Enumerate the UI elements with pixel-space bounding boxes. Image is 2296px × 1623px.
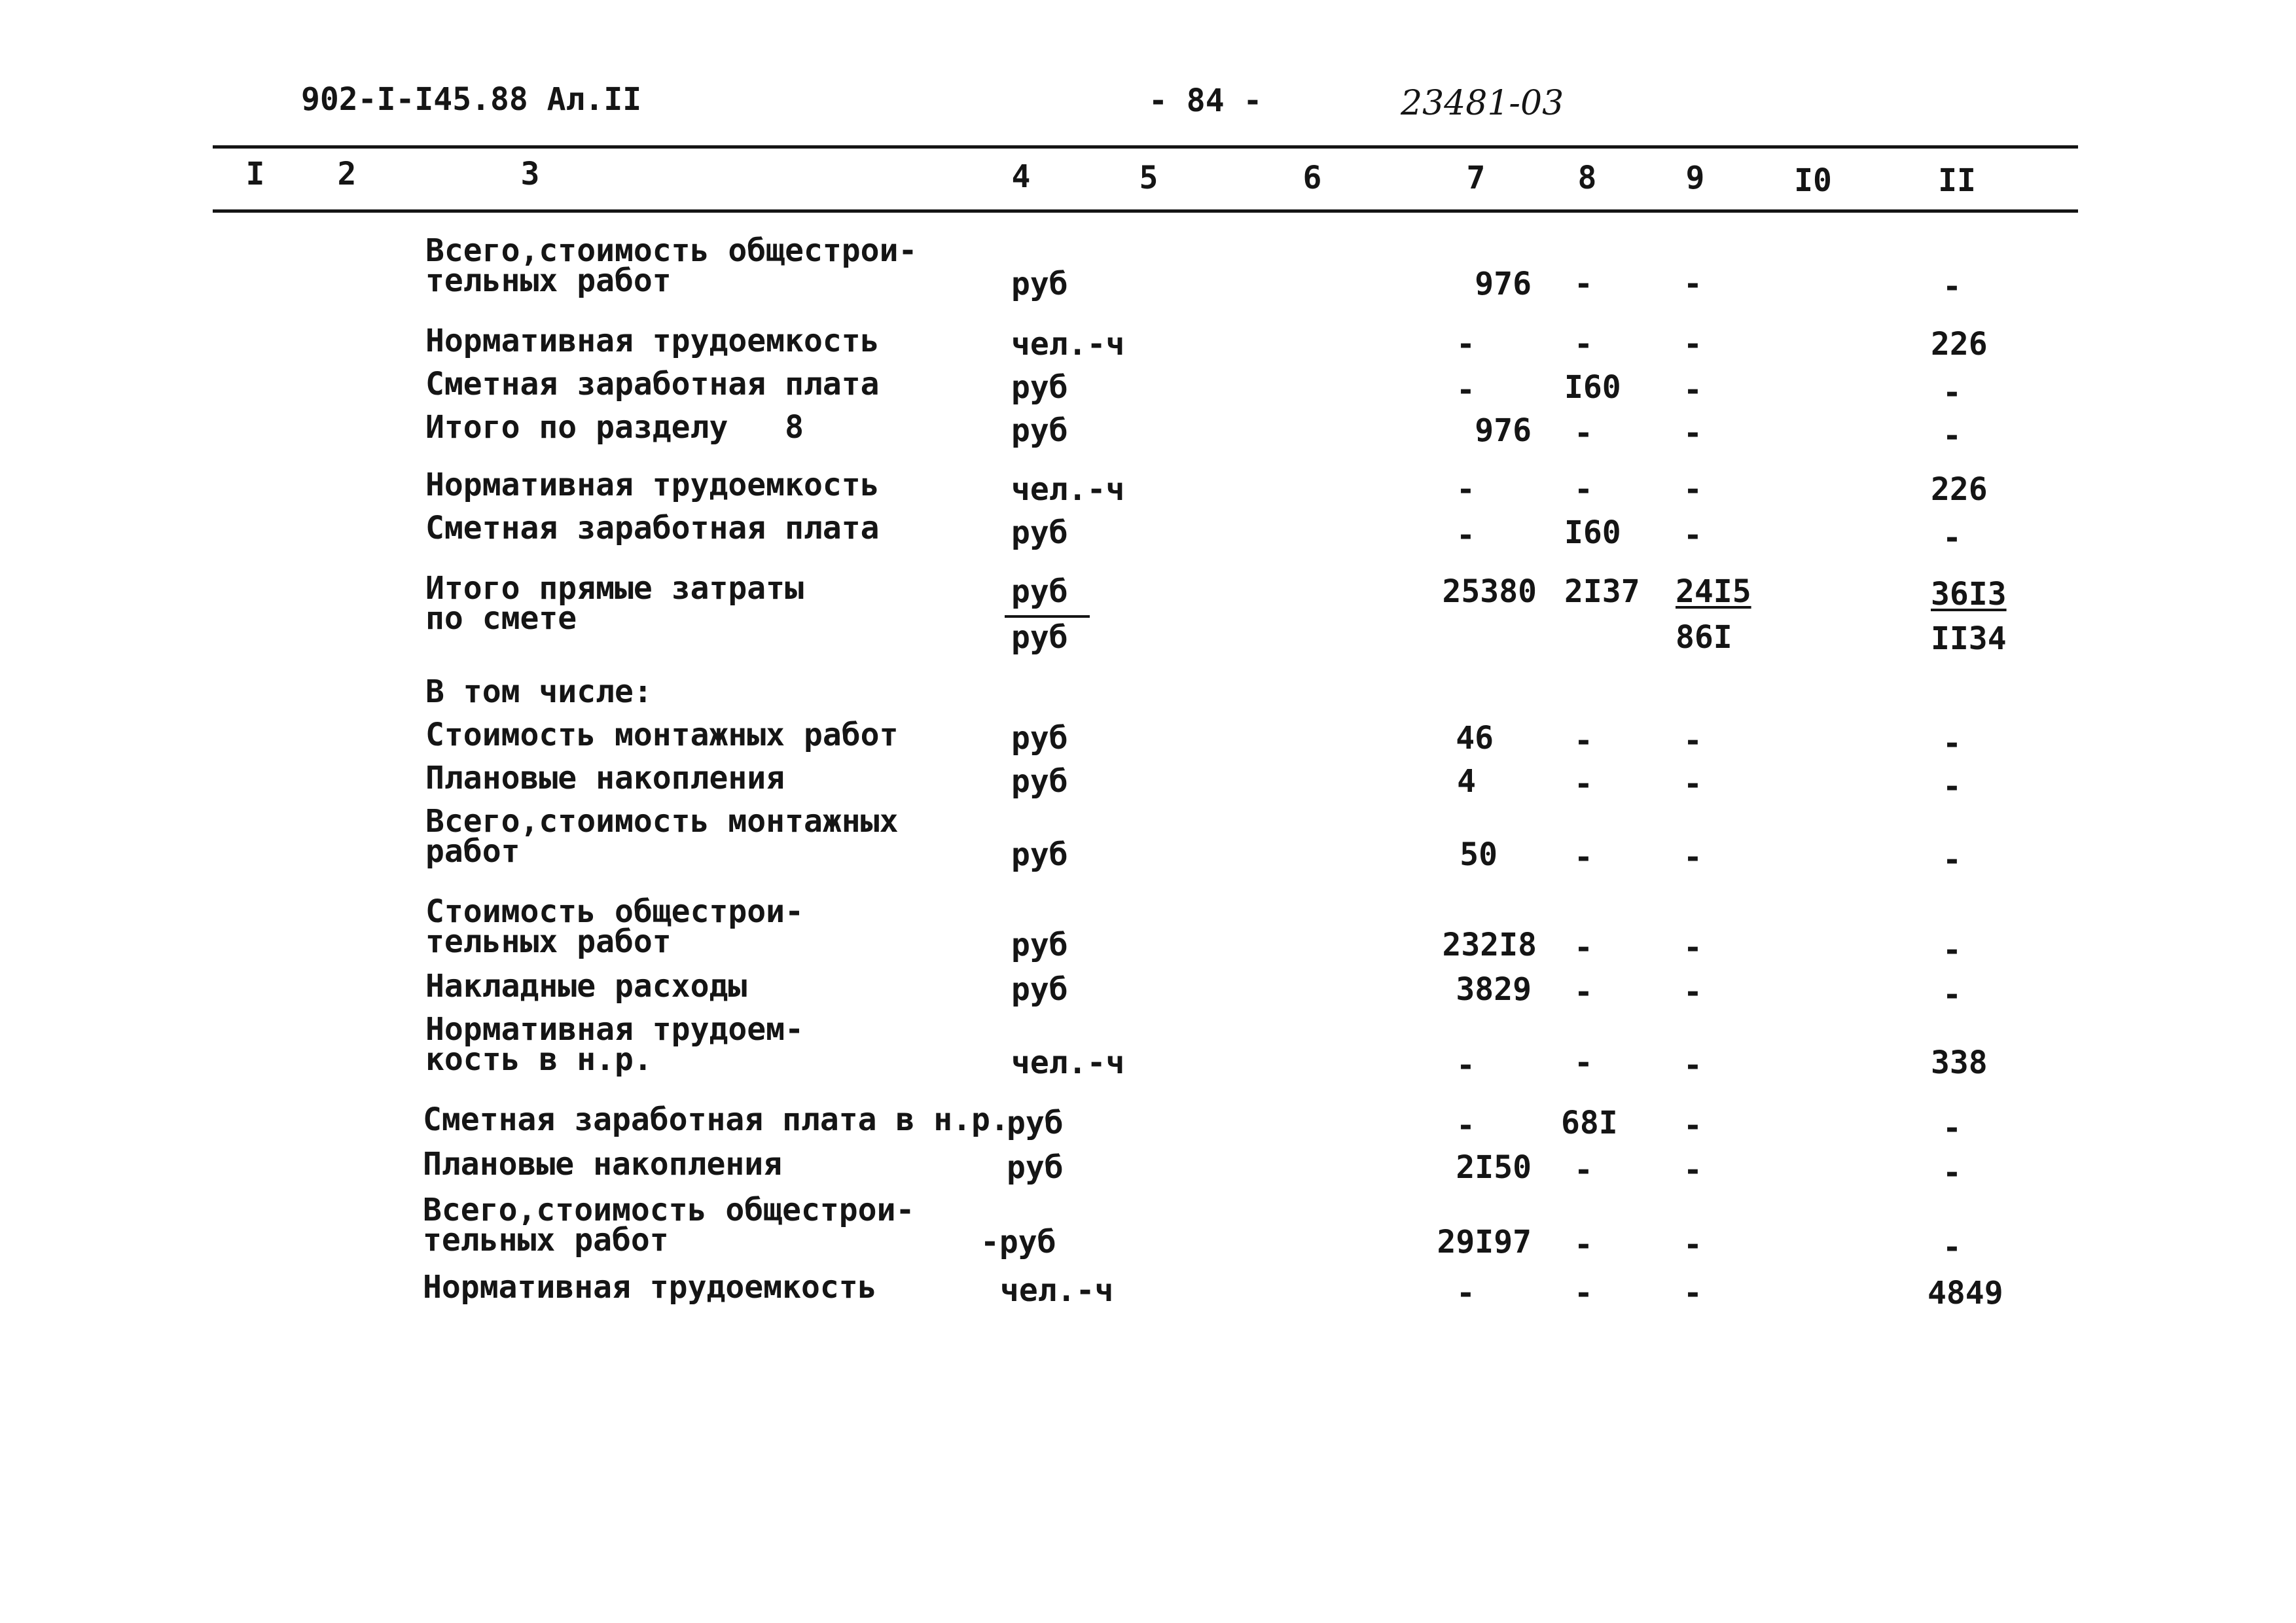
- row-unit: чел.-ч: [1011, 1044, 1125, 1081]
- row-unit: руб: [1011, 266, 1068, 302]
- cell-col8: -: [1574, 839, 1593, 876]
- unit-fraction-line: [1005, 615, 1090, 618]
- cell-col11: -: [1943, 976, 1962, 1013]
- cell-col8: -: [1574, 722, 1593, 759]
- column-header: 5: [1139, 160, 1158, 196]
- row-unit: чел.-ч: [1000, 1272, 1114, 1309]
- cell-col7: -: [1456, 1047, 1475, 1084]
- column-header: 9: [1685, 160, 1705, 196]
- column-header: 7: [1466, 160, 1486, 196]
- cell-col8: -: [1574, 929, 1593, 966]
- cell-col11: 4849: [1928, 1275, 2003, 1311]
- row-description: Всего,стоимость монтажных работ: [425, 803, 899, 870]
- cell-col8: -: [1574, 766, 1593, 802]
- cell-col9: -: [1683, 471, 1702, 508]
- cell-col11: -: [1943, 520, 1962, 556]
- cell-col11: -: [1943, 1154, 1962, 1191]
- cell-col7: 50: [1460, 836, 1498, 873]
- row-unit: руб: [1011, 836, 1068, 873]
- row-unit: руб: [1011, 763, 1068, 800]
- row-unit: -руб: [980, 1224, 1056, 1260]
- row-unit: чел.-ч: [1011, 471, 1125, 508]
- cell-col11: -: [1943, 768, 1962, 805]
- row-unit: руб: [1011, 971, 1068, 1008]
- row-description: Нормативная трудоемкость: [425, 323, 880, 359]
- row-description: Плановые накопления: [423, 1146, 783, 1183]
- row-unit: руб: [1011, 720, 1068, 757]
- table-header-rule: [213, 209, 2078, 213]
- cell-col11: 338: [1931, 1044, 1988, 1081]
- cell-col8: -: [1574, 1226, 1593, 1263]
- column-header: 3: [520, 156, 540, 192]
- cell-col9: -: [1683, 326, 1702, 363]
- cell-col7: 4: [1457, 763, 1476, 800]
- row-description: Стоимость общестрои- тельных работ: [425, 893, 804, 960]
- column-header: I: [245, 156, 265, 192]
- cell-col8: -: [1574, 415, 1593, 452]
- cell-col9: -: [1683, 1226, 1702, 1263]
- cell-col9: -: [1683, 517, 1702, 554]
- cell-col8: 68I: [1561, 1105, 1618, 1141]
- cell-col11: 36I3: [1931, 576, 2007, 613]
- cell-col7: -: [1456, 1275, 1475, 1311]
- cell-col7: 46: [1456, 720, 1494, 757]
- cell-col9: -: [1683, 1152, 1702, 1188]
- cell-col9: -: [1683, 1275, 1702, 1311]
- cell-col11: -: [1943, 932, 1962, 969]
- cell-col8: -: [1574, 471, 1593, 508]
- row-description: Нормативная трудоемкость: [425, 467, 880, 503]
- cell-col8: -: [1574, 1044, 1593, 1081]
- cell-col7: 29I97: [1437, 1224, 1532, 1260]
- column-header: II: [1938, 162, 1976, 199]
- column-header: 4: [1011, 158, 1031, 195]
- document-code: 902-I-I45.88 Ал.II: [301, 81, 642, 118]
- cell-col8: I60: [1564, 514, 1621, 551]
- cell-col8: -: [1574, 266, 1593, 302]
- row-description: Накладные расходы: [425, 968, 747, 1005]
- row-description: В том числе:: [425, 673, 653, 710]
- table-top-rule: [213, 145, 2078, 149]
- row-description: Стоимость монтажных работ: [425, 717, 899, 753]
- row-description: Итого прямые затраты по смете: [425, 570, 804, 637]
- cell-col7: -: [1456, 326, 1475, 363]
- cell-col9-denominator: 86I: [1676, 619, 1732, 656]
- row-unit: руб: [1007, 1105, 1064, 1141]
- column-header: 2: [337, 156, 357, 192]
- cell-col7: -: [1456, 471, 1475, 508]
- cell-col11: -: [1943, 842, 1962, 878]
- row-description: Нормативная трудоем- кость в н.р.: [425, 1011, 804, 1078]
- page-number: - 84 -: [1149, 82, 1263, 119]
- cell-col9: -: [1683, 372, 1702, 408]
- cell-col11: -: [1943, 374, 1962, 411]
- cell-col9: -: [1683, 1107, 1702, 1144]
- cell-col7: 976: [1475, 266, 1532, 302]
- cell-col7: -: [1456, 517, 1475, 554]
- cell-col7: 3829: [1456, 971, 1532, 1008]
- cell-col11-denominator: II34: [1931, 620, 2007, 657]
- row-description: Нормативная трудоемкость: [423, 1269, 877, 1306]
- cell-col11: -: [1943, 1110, 1962, 1147]
- cell-col8: -: [1574, 974, 1593, 1010]
- cell-col9: -: [1683, 839, 1702, 876]
- row-description: Сметная заработная плата: [425, 510, 880, 546]
- cell-col8: -: [1574, 1152, 1593, 1188]
- cell-col11: -: [1943, 1229, 1962, 1266]
- cell-col7: 25380: [1442, 573, 1537, 610]
- row-description: Сметная заработная плата: [425, 366, 880, 402]
- column-header: 8: [1577, 160, 1597, 196]
- column-header: I0: [1794, 162, 1832, 199]
- cell-col9: -: [1683, 1047, 1702, 1084]
- cell-col9: -: [1683, 722, 1702, 759]
- row-unit: руб: [1007, 1149, 1064, 1186]
- cell-col8: 2I37: [1564, 573, 1640, 610]
- column-header: 6: [1302, 160, 1322, 196]
- cell-col11: 226: [1931, 326, 1988, 363]
- cell-col8: I60: [1564, 369, 1621, 406]
- cell-col7: -: [1456, 372, 1475, 408]
- cell-col7: 976: [1475, 412, 1532, 449]
- row-description: Всего,стоимость общестрои- тельных работ: [425, 232, 918, 299]
- row-unit: руб: [1011, 927, 1068, 963]
- row-unit: руб: [1011, 573, 1068, 610]
- cell-col11: -: [1943, 725, 1962, 762]
- cell-col9: 24I5: [1676, 573, 1751, 610]
- cell-col9: -: [1683, 929, 1702, 966]
- cell-col7: 2I50: [1456, 1149, 1532, 1186]
- cell-col7: -: [1456, 1107, 1475, 1144]
- cell-col7: 232I8: [1442, 927, 1537, 963]
- cell-col11: -: [1943, 418, 1962, 454]
- row-description: Сметная заработная плата в н.р.: [423, 1101, 1009, 1138]
- row-unit-denominator: руб: [1011, 619, 1068, 656]
- handwritten-code: 23481-03: [1401, 84, 1564, 123]
- cell-col8: -: [1574, 326, 1593, 363]
- cell-col9: -: [1683, 974, 1702, 1010]
- row-unit: руб: [1011, 369, 1068, 406]
- row-description: Всего,стоимость общестрои- тельных работ: [423, 1192, 915, 1258]
- row-unit: руб: [1011, 514, 1068, 551]
- cell-col8: -: [1574, 1275, 1593, 1311]
- cell-col11: 226: [1931, 471, 1988, 508]
- cell-col9: -: [1683, 266, 1702, 302]
- row-unit: руб: [1011, 412, 1068, 449]
- cell-col9: -: [1683, 766, 1702, 802]
- row-description: Плановые накопления: [425, 760, 785, 796]
- row-unit: чел.-ч: [1011, 326, 1125, 363]
- cell-col9: -: [1683, 415, 1702, 452]
- cell-col11: -: [1943, 268, 1962, 305]
- row-description: Итого по разделу 8: [425, 409, 804, 446]
